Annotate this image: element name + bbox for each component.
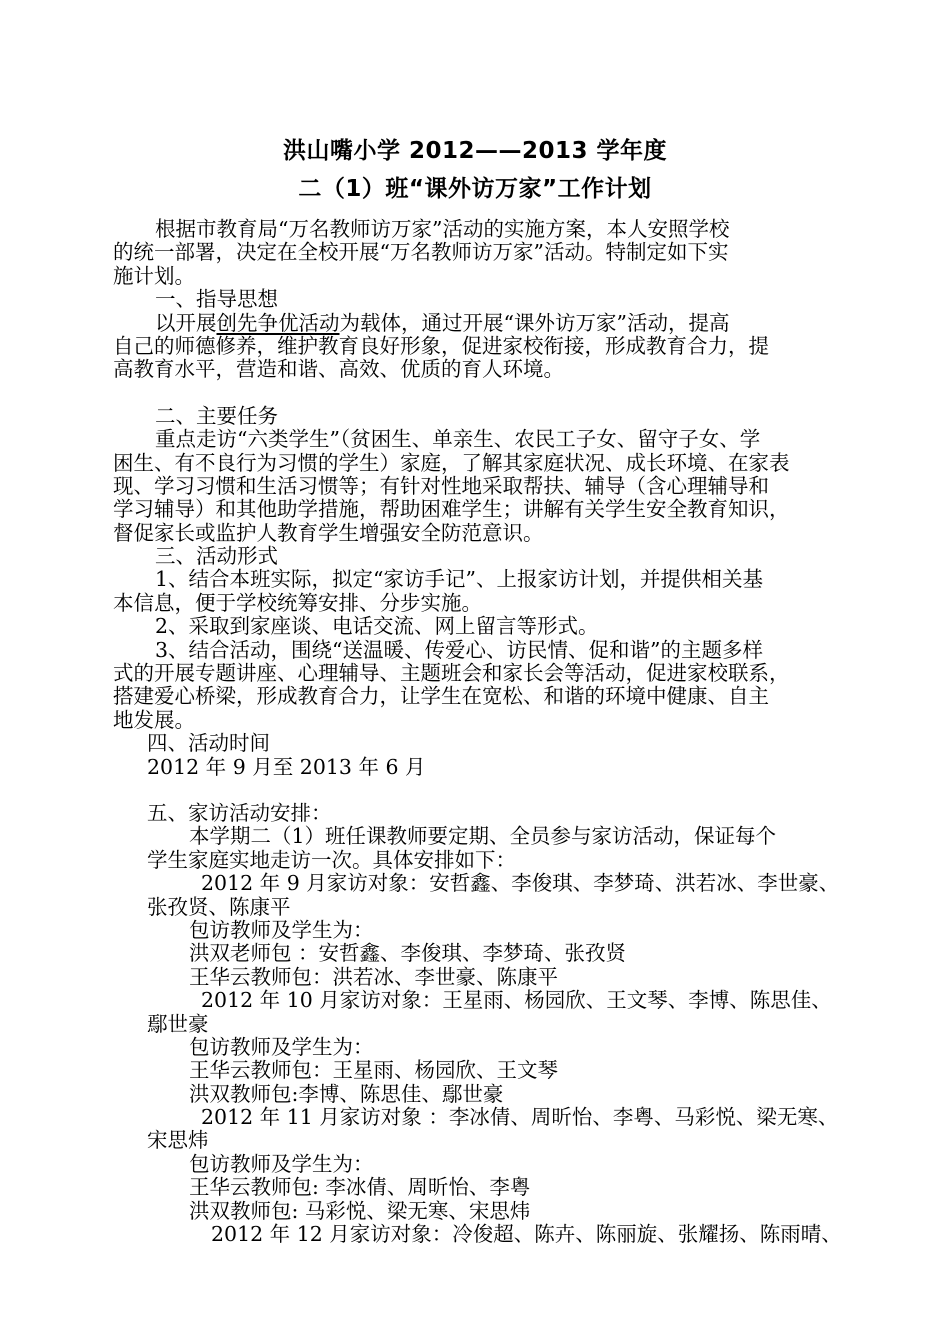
intro-line: 施计划。 bbox=[113, 263, 195, 288]
paragraph-line: 重点走访“六类学生”（贫困生、单亲生、农民工子女、留守子女、学 bbox=[155, 427, 761, 452]
paragraph-line: 高教育水平，营造和谐、高效、优质的育人环境。 bbox=[113, 357, 564, 382]
paragraph-text: 为载体，通过开展“课外访万家”活动，提高 bbox=[339, 310, 730, 335]
activity-time-text: 2012 年 9 月至 2013 年 6 月 bbox=[147, 754, 426, 779]
paragraph-line: 地发展。 bbox=[113, 707, 195, 732]
section-heading-activity-time: 四、活动时间 bbox=[147, 731, 270, 756]
section-heading-guiding-thought: 一、指导思想 bbox=[155, 287, 278, 312]
paragraph-line: 自己的师德修养，维护教育良好形象，促进家校衔接，形成教育合力，提 bbox=[113, 333, 769, 358]
paragraph-line bbox=[113, 312, 835, 335]
paragraph-line: 搭建爱心桥梁，形成教育合力，让学生在宽松、和谐的环境中健康、自主 bbox=[113, 684, 769, 709]
teacher-assignment: 王华云教师包：洪若冰、李世豪、陈康平 bbox=[189, 964, 558, 989]
teacher-student-heading: 包访教师及学生为： bbox=[189, 1151, 374, 1176]
paragraph-line: 学习辅导）和其他助学措施，帮助困难学生；讲解有关学生安全教育知识， bbox=[113, 497, 790, 522]
month-visit-line: 2012 年 10 月家访对象：王星雨、杨园欣、王文琴、李博、陈思佳、 bbox=[201, 988, 832, 1013]
teacher-assignment: 洪双教师包:李博、陈思佳、鄢世豪 bbox=[189, 1081, 504, 1106]
paragraph-line: 学生家庭实地走访一次。具体安排如下： bbox=[147, 847, 516, 872]
month-visit-line: 鄢世豪 bbox=[147, 1011, 209, 1036]
teacher-assignment: 洪双教师包: 马彩悦、梁无寒、宋思炜 bbox=[189, 1198, 531, 1223]
teacher-student-heading: 包访教师及学生为： bbox=[189, 1034, 374, 1059]
intro-line: 的统一部署，决定在全校开展“万名教师访万家”活动。特制定如下实 bbox=[113, 240, 729, 265]
section-heading-activity-forms: 三、活动形式 bbox=[155, 544, 278, 569]
teacher-assignment: 洪双老师包 ：安哲鑫、李俊琪、李梦琦、张孜贤 bbox=[189, 941, 627, 966]
section-heading-main-tasks: 二、主要任务 bbox=[155, 403, 278, 428]
paragraph-line: 1、结合本班实际，拟定“家访手记”、上报家访计划，并提供相关基 bbox=[155, 567, 764, 592]
section-heading-visit-schedule: 五、家访活动安排： bbox=[147, 800, 332, 825]
teacher-assignment: 王华云教师包：王星雨、杨园欣、王文琴 bbox=[189, 1058, 558, 1083]
paragraph-line: 困生、有不良行为习惯的学生）家庭，了解其家庭状况、成长环境、在家表 bbox=[113, 450, 790, 475]
paragraph-line: 2、采取到家座谈、电话交流、网上留言等形式。 bbox=[155, 614, 599, 639]
teacher-student-heading: 包访教师及学生为： bbox=[189, 917, 374, 942]
paragraph-line: 式的开展专题讲座、心理辅导、主题班会和家长会等活动，促进家校联系， bbox=[113, 661, 790, 686]
paragraph-line: 本学期二（1）班任课教师要定期、全员参与家访活动，保证每个 bbox=[189, 824, 777, 849]
document-body bbox=[113, 217, 842, 1247]
document-title-line-1: 洪山嘴小学 2012——2013 学年度 bbox=[282, 138, 668, 164]
blank-line bbox=[113, 779, 835, 802]
intro-line: 根据市教育局“万名教师访万家”活动的实施方案，本人安照学校 bbox=[155, 217, 730, 241]
paragraph-text: 以开展 bbox=[155, 310, 217, 335]
month-visit-line: 宋思炜 bbox=[147, 1128, 209, 1153]
month-visit-line: 张孜贤、陈康平 bbox=[147, 894, 291, 919]
underlined-link-text: 创先争优活动 bbox=[216, 310, 340, 335]
document-title-line-2: 二（1）班“课外访万家”工作计划 bbox=[298, 176, 652, 202]
teacher-assignment: 王华云教师包: 李冰倩、周昕怡、李粤 bbox=[189, 1175, 531, 1200]
paragraph-line: 督促家长或监护人教育学生增强安全防范意识。 bbox=[113, 520, 544, 545]
blank-line bbox=[113, 382, 835, 405]
month-visit-line: 2012 年 12 月家访对象：冷俊超、陈卉、陈丽旋、张耀扬、陈雨晴、 bbox=[211, 1222, 842, 1247]
paragraph-line: 3、结合活动，围绕“送温暖、传爱心、访民情、促和谐”的主题多样 bbox=[155, 637, 764, 662]
paragraph-line: 现、学习习惯和生活习惯等；有针对性地采取帮扶、辅导（含心理辅导和 bbox=[113, 473, 769, 498]
month-visit-line: 2012 年 9 月家访对象：安哲鑫、李俊琪、李梦琦、洪若冰、李世豪、 bbox=[201, 871, 840, 896]
month-visit-line: 2012 年 11 月家访对象 ：李冰倩、周昕怡、李粤、马彩悦、梁无寒、 bbox=[201, 1105, 839, 1130]
paragraph-line: 本信息，便于学校统筹安排、分步实施。 bbox=[113, 590, 482, 615]
